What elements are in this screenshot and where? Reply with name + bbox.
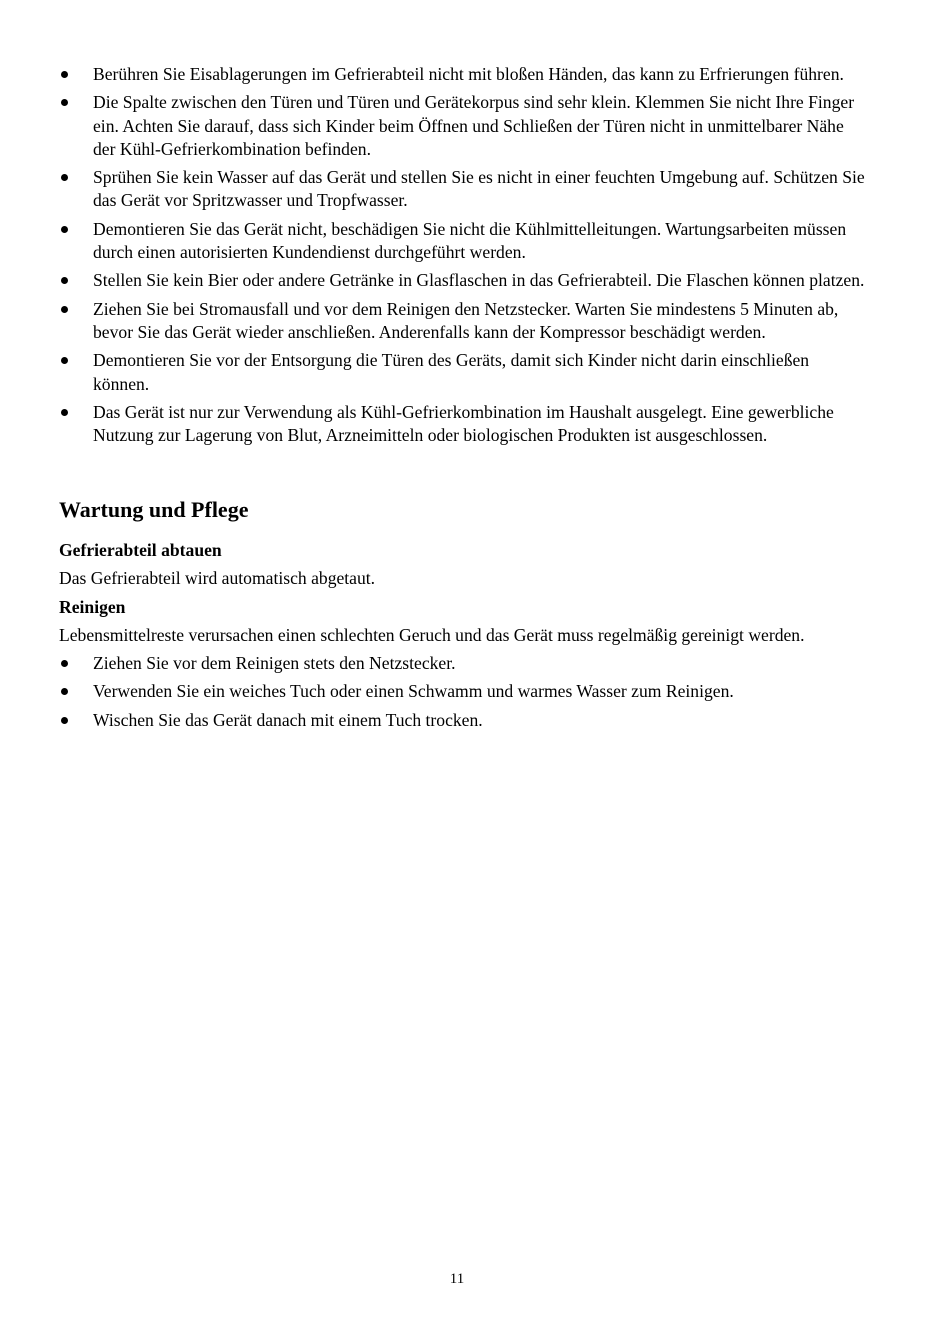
list-item-text: Demontieren Sie vor der Entsorgung die Türen des Geräts, damit sich Kinder nicht darin einschließen können.: [93, 350, 810, 394]
list-item-text: Ziehen Sie vor dem Reinigen stets den Netzstecker.: [93, 653, 456, 674]
list-item: [59, 298, 869, 345]
list-item-text: Wischen Sie das Gerät danach mit einem Tuch trocken.: [93, 709, 483, 730]
list-item-text: Verwenden Sie ein weiches Tuch oder einen Schwamm und warmes Wasser zum Reinigen.: [93, 681, 734, 702]
bullet-icon: [61, 99, 68, 106]
bullet-icon: [61, 357, 68, 364]
list-item: [59, 269, 869, 292]
bullet-icon: [61, 660, 68, 667]
page-number: 11: [449, 1271, 465, 1287]
bullet-icon: [61, 226, 68, 233]
bullet-icon: [61, 409, 68, 416]
cleaning-heading: Reinigen: [59, 596, 126, 617]
list-item: [59, 166, 869, 213]
bullet-icon: [61, 306, 68, 313]
defrost-text: Das Gefrierabteil wird automatisch abgetaut.: [59, 568, 376, 589]
defrost-heading: Gefrierabteil abtauen: [59, 540, 222, 561]
list-item: [59, 349, 869, 396]
list-item: [59, 709, 869, 732]
list-item: [59, 652, 869, 675]
list-item: [59, 680, 869, 703]
list-item-text: Demontieren Sie das Gerät nicht, beschädigen Sie nicht die Kühlmittelleitungen. Wartungsarbeiten müssen durch einen autorisierten Kundendienst durchgeführt werden.: [93, 218, 847, 263]
section-title: Wartung und Pflege: [59, 497, 249, 523]
list-item-text: Berühren Sie Eisablagerungen im Gefrierabteil nicht mit bloßen Händen, das kann zu Erfrierungen führen.: [93, 64, 844, 84]
list-item: [59, 218, 869, 265]
list-item: [59, 63, 869, 86]
list-item-text: Stellen Sie kein Bier oder andere Getränke in Glasflaschen in das Gefrierabteil. Die Flaschen können platzen.: [93, 270, 865, 291]
list-item-text: Die Spalte zwischen den Türen und Türen und Gerätekorpus sind sehr klein. Klemmen Sie nicht Ihre Finger ein. Achten Sie darauf, dass sich Kinder beim Öffnen und Schließen der Türen nicht in unmittelbarer Nähe der Kühl-Gefrierkombination befinden.: [93, 92, 855, 159]
bullet-icon: [61, 174, 68, 181]
list-item-text: Ziehen Sie bei Stromausfall und vor dem Reinigen den Netzstecker. Warten Sie mindestens 5 Minuten ab, bevor Sie das Gerät wieder anschließen. Anderenfalls kann der Kompressor beschädigt werden.: [93, 298, 839, 342]
list-item: [59, 401, 869, 448]
bullet-icon: [61, 717, 68, 724]
safety-bullet-list: [59, 63, 869, 447]
cleaning-text: Lebensmittelreste verursachen einen schlechten Geruch und das Gerät muss regelmäßig gereinigt werden.: [59, 624, 805, 645]
list-item: [59, 91, 869, 161]
list-item-text: Das Gerät ist nur zur Verwendung als Kühl-Gefrierkombination im Haushalt ausgelegt. Eine gewerbliche Nutzung zur Lagerung von Blut, Arzneimitteln oder biologischen Produkten ist ausgeschlossen.: [93, 401, 834, 446]
bullet-icon: [61, 688, 68, 695]
bullet-icon: [61, 71, 68, 78]
bullet-icon: [61, 277, 68, 284]
page-content: [59, 63, 869, 737]
cleaning-bullet-list: [59, 652, 869, 732]
list-item-text: Sprühen Sie kein Wasser auf das Gerät und stellen Sie es nicht in einer feuchten Umgebung auf. Schützen Sie das Gerät vor Spritzwasser und Tropfwasser.: [93, 167, 865, 211]
